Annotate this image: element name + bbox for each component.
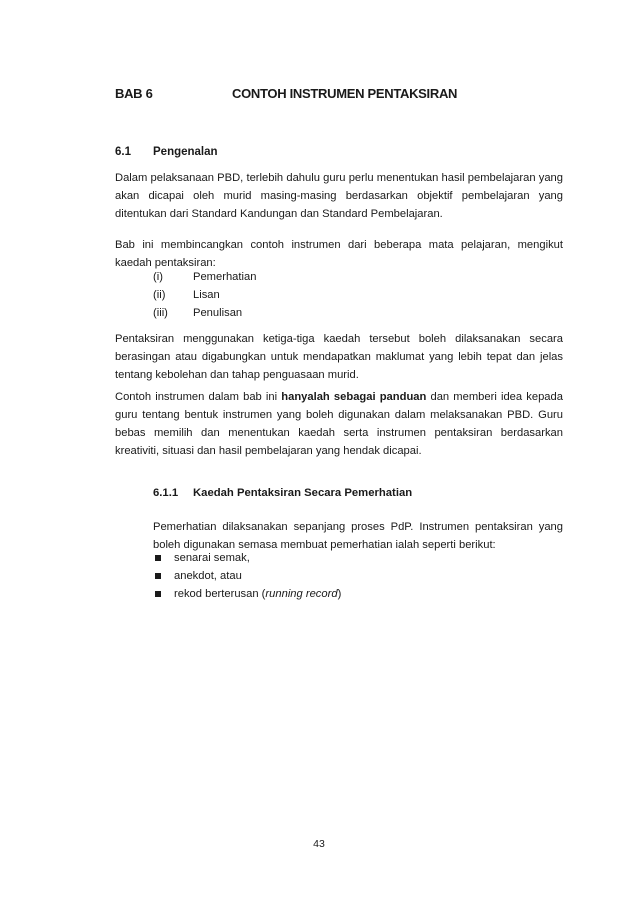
list-item-label: Lisan [193,289,220,301]
page-number: 43 [313,838,325,850]
list-item-index: (i) [153,271,163,283]
chapter-number: BAB 6 [115,86,153,101]
bullet-text-italic: running record [265,588,338,600]
paragraph-combined-methods: Pentaksiran menggunakan ketiga-tiga kaedah tersebut boleh dilaksanakan secara berasingan atau digabungkan untuk mendapatkan maklumat yang lebih tepat dan jelas tentang kebolehan dan tahap penguasaan murid. [115,333,563,381]
square-bullet-icon [155,573,161,579]
bullet-text: senarai semak, [174,552,250,564]
list-item-label: Pemerhatian [193,271,257,283]
chapter-title: CONTOH INSTRUMEN PENTAKSIRAN [232,86,458,101]
section-number: 6.1 [115,146,131,158]
bullet-text [174,585,341,603]
section-title: Pengenalan [153,146,218,158]
paragraph-observation: Pemerhatian dilaksanakan sepanjang proses PdP. Instrumen pentaksiran yang boleh digunakan semasa membuat pemerhatian ialah seperti berikut: [153,521,563,551]
paragraph-guidance [115,388,563,460]
bullet-text-start: rekod berterusan ( [174,588,266,600]
list-item-label: Penulisan [193,307,243,319]
paragraph-methods-intro: Bab ini membincangkan contoh instrumen dari beberapa mata pelajaran, mengikut kaedah pentaksiran: [115,239,563,269]
bullet-text: anekdot, atau [174,570,242,582]
list-item-index: (ii) [153,289,166,301]
subsection-title: Kaedah Pentaksiran Secara Pemerhatian [193,487,413,499]
square-bullet-icon [155,555,161,561]
guidance-text-start: Contoh instrumen dalam bab ini [115,391,282,403]
bullet-text-end: ) [337,588,342,600]
guidance-emphasis: hanyalah sebagai panduan [281,391,427,403]
subsection-number: 6.1.1 [153,487,179,499]
paragraph-intro: Dalam pelaksanaan PBD, terlebih dahulu guru perlu menentukan hasil pembelajaran yang akan dicapai oleh murid masing-masing berdasarkan objektif pembelajaran yang ditentukan dari Standard Kandungan dan Standard Pembelajaran. [115,172,563,220]
square-bullet-icon [155,591,161,597]
list-item-index: (iii) [153,307,168,319]
guidance-text-end: dan memberi idea kepada guru tentang bentuk instrumen yang boleh digunakan dalam melaksanakan PBD. Guru bebas memilih dan menentukan kaedah serta instrumen pentaksiran berdasarkan kreativiti, situasi dan hasil pembelajaran yang hendak dicapai. [115,391,563,457]
